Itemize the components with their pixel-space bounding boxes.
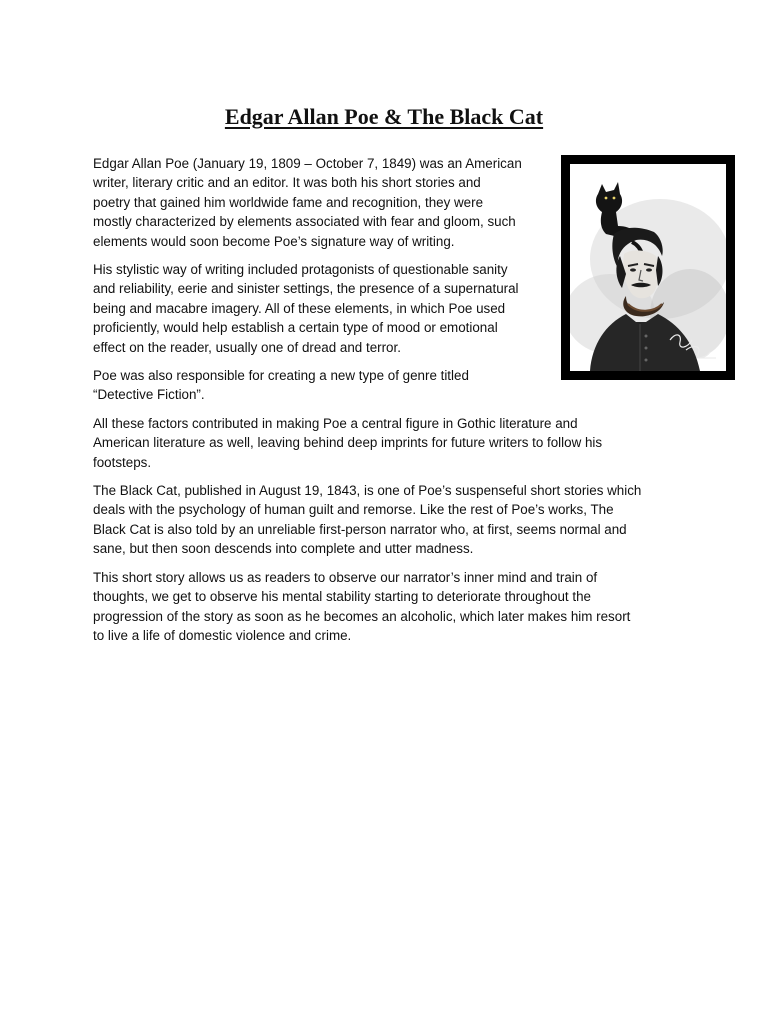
paragraph-line: All these factors contributed in making Poe a central figure in Gothic literature and: [93, 416, 578, 431]
paragraph-6: [93, 568, 673, 646]
paragraph-line: “Detective Fiction”.: [93, 387, 205, 403]
paragraph-line: and reliability, eerie and sinister settings, the presence of a supernatural: [93, 281, 519, 297]
paragraph-line: Edgar Allan Poe (January 19, 1809 – October 7, 1849) was an American: [93, 156, 522, 171]
paragraph-3: [93, 366, 553, 405]
paragraph-line: footsteps.: [93, 454, 152, 470]
paragraph-line: Poe was also responsible for creating a new type of genre titled: [93, 368, 469, 383]
paragraph-line: thoughts, we get to observe his mental stability starting to deteriorate throughout the: [93, 589, 591, 605]
paragraph-1: [93, 154, 553, 251]
paragraph-line: The Black Cat, published in August 19, 1843, is one of Poe’s suspenseful short stories which: [93, 483, 642, 498]
paragraph-4: [93, 414, 673, 472]
paragraph-line: mostly characterized by elements associated with fear and gloom, such: [93, 214, 516, 230]
paragraph-line: sane, but then soon descends into complete and utter madness.: [93, 541, 474, 557]
paragraph-line: effect on the reader, usually one of dread and terror.: [93, 339, 401, 355]
paragraph-5: [93, 481, 673, 559]
document-title: Edgar Allan Poe & The Black Cat: [224, 103, 544, 129]
paragraph-line: progression of the story as soon as he becomes an alcoholic, which later makes him resort: [93, 608, 631, 624]
paragraph-line: writer, literary critic and an editor. It was both his short stories and: [93, 175, 481, 191]
paragraph-line: deals with the psychology of human guilt and remorse. Like the rest of Poe’s works, The: [93, 502, 614, 518]
paragraph-line: to live a life of domestic violence and crime.: [93, 628, 352, 644]
poe-black-cat-illustration: [570, 164, 726, 371]
poe-portrait-image: [561, 155, 735, 380]
paragraph-line: Black Cat is also told by an unreliable first-person narrator who, at first, seems normal and: [93, 521, 627, 537]
paragraph-line: American literature as well, leaving behind deep imprints for future writers to follow his: [93, 435, 603, 451]
paragraph-line: poetry that gained him worldwide fame and recognition, they were: [93, 194, 484, 210]
paragraph-line: being and macabre imagery. All of these elements, in which Poe used: [93, 300, 506, 316]
paragraph-2: [93, 260, 553, 357]
paragraph-line: His stylistic way of writing included protagonists of questionable sanity: [93, 262, 508, 277]
paragraph-line: elements would soon become Poe’s signature way of writing.: [93, 233, 455, 249]
paragraph-line: This short story allows us as readers to observe our narrator’s inner mind and train of: [93, 570, 598, 585]
paragraph-line: proficiently, would help establish a certain type of mood or emotional: [93, 320, 498, 336]
